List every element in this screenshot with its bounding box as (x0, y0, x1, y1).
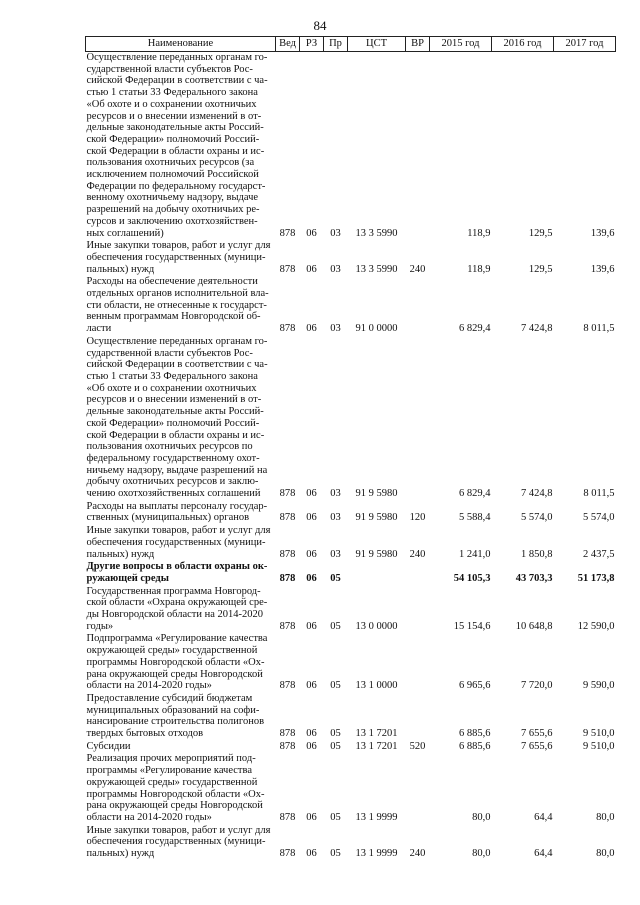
cell-pr: 05 (330, 572, 341, 584)
column-header-name: Наименование (86, 37, 276, 52)
cell-y2015: 5 588,4 (459, 512, 491, 524)
cell-y2017: 9 510,0 (583, 740, 615, 752)
row-name (86, 276, 276, 336)
row-name-line: ственных (муниципальных) органов (86, 512, 250, 524)
row-name (86, 753, 276, 824)
row-name (86, 336, 276, 501)
row-name-line: сударственной власти субъектов Рос- (86, 347, 253, 359)
row-name-line: отдельных органов исполнительной вла- (86, 288, 269, 300)
row-name-line: пальных) нужд (86, 263, 155, 275)
cell-cst: 13 1 7201 (355, 728, 398, 740)
cell-rz: 06 (306, 263, 317, 275)
row-name-line: программы Новгородской области «Ох- (86, 656, 265, 668)
row-name-line: ных соглашений) (86, 227, 164, 239)
cell-ved: 878 (279, 848, 296, 860)
row-name-line: обеспечения государственных (муници- (86, 536, 266, 548)
cell-vr: 240 (409, 848, 426, 860)
cell-ved: 878 (279, 488, 296, 500)
cell-cst: 13 3 5990 (355, 263, 398, 275)
row-name-line: добычу охотничьих ресурсов и заклю- (86, 476, 259, 488)
cell-y2017: 9 590,0 (583, 680, 615, 692)
table-row (86, 525, 616, 561)
column-header-2016: 2016 год (492, 37, 554, 52)
cell-y2015: 6 829,4 (459, 323, 491, 335)
cell-rz: 06 (306, 548, 317, 560)
cell-y2015: 118,9 (467, 227, 491, 239)
row-name-line: твердых бытовых отходов (86, 728, 204, 740)
row-name-line: муниципальных образований на софи- (86, 704, 260, 716)
row-name-line: чению охотхозяйственных соглашений (86, 488, 261, 500)
cell-rz: 06 (306, 680, 317, 692)
cell-vr (406, 276, 430, 336)
cell-y2017: 51 173,8 (577, 572, 615, 584)
row-name-line: области на 2014-2020 годы» (86, 812, 212, 823)
row-name (86, 525, 276, 561)
cell-y2016: 10 648,8 (515, 620, 553, 632)
row-name-line: венному охотничьему надзору, выдаче (86, 192, 259, 204)
table-row (86, 336, 616, 501)
row-name-line: Иные закупки товаров, работ и услуг для (86, 525, 271, 537)
cell-y2016: 7 655,6 (521, 728, 553, 740)
table-header-row (86, 37, 616, 52)
cell-y2017: 9 510,0 (583, 728, 615, 740)
cell-cst: 13 1 0000 (355, 680, 398, 692)
table-row (86, 825, 616, 861)
row-name-line: ской Федерации» полномочий Россий- (86, 417, 260, 429)
cell-rz: 06 (306, 512, 317, 524)
cell-y2016: 43 703,3 (515, 572, 553, 584)
cell-pr: 05 (330, 680, 341, 692)
row-name (86, 693, 276, 741)
row-name-line: ласти (86, 323, 112, 335)
cell-y2015: 80,0 (472, 848, 491, 860)
cell-y2017: 8 011,5 (583, 488, 615, 500)
row-name-line: Федерации по федеральному государст- (86, 180, 266, 192)
cell-vr (406, 336, 430, 501)
cell-y2017: 139,6 (590, 263, 615, 275)
row-name-line: ресурсов и о внесении изменений в от- (86, 394, 262, 406)
table-row (86, 586, 616, 634)
cell-rz: 06 (306, 572, 317, 584)
row-name (86, 825, 276, 861)
cell-y2016: 64,4 (534, 812, 553, 823)
row-name-line: ской Федерации в области охраны и ис- (86, 145, 265, 157)
cell-y2016: 7 655,6 (521, 740, 553, 752)
row-name (86, 561, 276, 585)
cell-y2016: 129,5 (528, 263, 553, 275)
row-name-line: венным программам Новгородской об- (86, 311, 261, 323)
cell-y2016: 5 574,0 (521, 512, 553, 524)
cell-cst: 13 1 9999 (355, 812, 398, 823)
row-name-line: программы «Регулирование качества (86, 765, 252, 777)
row-name-line: сти области, не отнесенные к государст- (86, 299, 267, 311)
budget-table (85, 36, 616, 861)
row-name-line: годы» (86, 620, 114, 632)
table-row (86, 240, 616, 276)
cell-y2017: 2 437,5 (583, 548, 615, 560)
cell-y2017: 139,6 (590, 227, 615, 239)
table-row (86, 693, 616, 741)
cell-y2015: 15 154,6 (453, 620, 491, 632)
cell-y2015: 6 885,6 (459, 740, 491, 752)
cell-pr: 05 (330, 812, 341, 823)
cell-vr: 240 (409, 548, 426, 560)
row-name-line: программы Новгородской области «Ох- (86, 788, 265, 800)
row-name-line: Расходы на обеспечение деятельности (86, 276, 258, 288)
cell-ved: 878 (279, 620, 296, 632)
cell-rz: 06 (306, 740, 317, 752)
column-header-2015: 2015 год (430, 37, 492, 52)
cell-y2017: 8 011,5 (583, 323, 615, 335)
row-name-line: Государственная программа Новгород- (86, 585, 261, 597)
cell-ved: 878 (279, 323, 296, 335)
row-name (86, 586, 276, 634)
column-header-cst: ЦСТ (348, 37, 406, 52)
cell-pr: 05 (330, 620, 341, 632)
row-name-line: пользования охотничьих ресурсов (за (86, 157, 255, 169)
cell-y2017: 80,0 (596, 848, 615, 860)
cell-cst: 91 9 5980 (355, 488, 398, 500)
cell-pr: 05 (330, 740, 341, 752)
row-name-line: окружающей среды» государственной (86, 776, 258, 788)
cell-vr (406, 52, 430, 241)
row-name-line: Субсидии (86, 740, 131, 752)
column-header-rz: РЗ (300, 37, 324, 52)
row-name (86, 52, 276, 241)
cell-ved: 878 (279, 512, 296, 524)
table-row (86, 561, 616, 585)
cell-y2015: 118,9 (467, 263, 491, 275)
cell-rz: 06 (306, 812, 317, 823)
cell-cst: 91 9 5980 (355, 548, 398, 560)
cell-pr: 05 (330, 728, 341, 740)
cell-cst: 13 0 0000 (355, 620, 398, 632)
row-name (86, 240, 276, 276)
cell-y2015: 6 885,6 (459, 728, 491, 740)
cell-pr: 03 (330, 263, 341, 275)
row-name-line: ской Федерации в области охраны и ис- (86, 429, 265, 441)
cell-vr: 520 (409, 740, 426, 752)
row-name-line: дельные законодательные акты Россий- (86, 406, 264, 418)
column-header-pr: Пр (324, 37, 348, 52)
page-number: 84 (313, 18, 327, 33)
row-name-line: федеральному государственному охот- (86, 452, 260, 464)
cell-vr (406, 693, 430, 741)
column-header-vr: ВР (406, 37, 430, 52)
cell-y2015: 6 965,6 (459, 680, 491, 692)
cell-y2017: 12 590,0 (577, 620, 615, 632)
cell-rz: 06 (306, 488, 317, 500)
row-name-line: Иные закупки товаров, работ и услуг для (86, 240, 271, 252)
row-name-line: ды Новгородской области на 2014-2020 (86, 609, 263, 621)
cell-rz: 06 (306, 227, 317, 239)
row-name-line: рана окружающей среды Новгородской (86, 668, 263, 680)
cell-y2017: 5 574,0 (583, 512, 615, 524)
row-name-line: области на 2014-2020 годы» (86, 680, 212, 692)
cell-ved: 878 (279, 263, 296, 275)
table-row (86, 52, 616, 241)
row-name-line: обеспечения государственных (муници- (86, 251, 266, 263)
row-name-line: Расходы на выплаты персоналу государ- (86, 500, 268, 512)
cell-ved: 878 (279, 227, 296, 239)
cell-vr (406, 633, 430, 693)
row-name-line: Предоставление субсидий бюджетам (86, 692, 253, 704)
cell-y2016: 1 850,8 (521, 548, 553, 560)
cell-pr: 03 (330, 323, 341, 335)
row-name-line: ской области «Охрана окружающей сре- (86, 597, 268, 609)
row-name-line: сийской Федерации в соответствии с ча- (86, 359, 268, 371)
cell-ved: 878 (279, 740, 296, 752)
table-row (86, 753, 616, 824)
cell-y2016: 7 424,8 (521, 323, 553, 335)
cell-vr (406, 586, 430, 634)
cell-pr: 05 (330, 848, 341, 860)
row-name-line: рана окружающей среды Новгородской (86, 800, 263, 812)
row-name-line: дельные законодательные акты Россий- (86, 122, 264, 134)
cell-cst: 13 1 9999 (355, 848, 398, 860)
table-row (86, 276, 616, 336)
row-name-line: разрешений на добычу охотничьих ре- (86, 204, 260, 216)
cell-vr (406, 753, 430, 824)
cell-rz: 06 (306, 620, 317, 632)
row-name-line: исключением полномочий Российской (86, 169, 259, 181)
cell-vr (406, 561, 430, 585)
row-name-line: ружающей среды (86, 572, 169, 584)
cell-pr: 03 (330, 548, 341, 560)
cell-y2015: 1 241,0 (459, 548, 491, 560)
cell-vr: 120 (409, 512, 426, 524)
table-row (86, 741, 616, 754)
cell-rz: 06 (306, 728, 317, 740)
cell-y2015: 6 829,4 (459, 488, 491, 500)
cell-ved: 878 (279, 680, 296, 692)
cell-cst: 13 3 5990 (355, 227, 398, 239)
cell-ved: 878 (279, 548, 296, 560)
row-name (86, 633, 276, 693)
row-name-line: «Об охоте и о сохранении охотничьих (86, 98, 257, 110)
row-name-line: Осуществление переданных органам го- (86, 335, 268, 347)
cell-rz: 06 (306, 848, 317, 860)
cell-y2015: 80,0 (472, 812, 491, 823)
row-name-line: стью 1 статьи 33 Федерального закона (86, 370, 258, 382)
cell-pr: 03 (330, 227, 341, 239)
row-name-line: сударственной власти субъектов Рос- (86, 63, 253, 75)
row-name-line: нансирование строительства полигонов (86, 716, 265, 728)
cell-y2017: 80,0 (596, 812, 615, 823)
cell-y2015: 54 105,3 (453, 572, 491, 584)
row-name-line: окружающей среды» государственной (86, 645, 258, 657)
cell-ved: 878 (279, 812, 296, 823)
row-name-line: пальных) нужд (86, 548, 155, 560)
row-name-line: сийской Федерации в соответствии с ча- (86, 75, 268, 87)
row-name-line: ресурсов и о внесении изменений в от- (86, 110, 262, 122)
cell-pr: 03 (330, 512, 341, 524)
cell-y2016: 7 424,8 (521, 488, 553, 500)
cell-cst (348, 561, 406, 585)
row-name (86, 501, 276, 525)
table-row (86, 633, 616, 693)
cell-y2016: 64,4 (534, 848, 553, 860)
row-name-line: ской Федерации» полномочий Россий- (86, 133, 260, 145)
row-name-line: Реализация прочих мероприятий под- (86, 753, 256, 765)
row-name-line: обеспечения государственных (муници- (86, 836, 266, 848)
table-row (86, 501, 616, 525)
cell-vr: 240 (409, 263, 426, 275)
cell-y2016: 129,5 (528, 227, 553, 239)
row-name (86, 741, 276, 754)
cell-ved: 878 (279, 728, 296, 740)
row-name-line: сурсов и заключению охотхозяйствен- (86, 215, 258, 227)
cell-y2016: 7 720,0 (521, 680, 553, 692)
row-name-line: пользования охотничьих ресурсов по (86, 441, 253, 453)
cell-rz: 06 (306, 323, 317, 335)
row-name-line: Другие вопросы в области охраны ок- (86, 561, 268, 573)
row-name-line: стью 1 статьи 33 Федерального закона (86, 87, 258, 99)
row-name-line: Подпрограмма «Регулирование качества (86, 633, 268, 645)
cell-cst: 91 0 0000 (355, 323, 398, 335)
cell-cst: 91 9 5980 (355, 512, 398, 524)
row-name-line: Иные закупки товаров, работ и услуг для (86, 824, 271, 836)
table-body (86, 52, 616, 861)
row-name-line: ничьему надзору, выдаче разрешений на (86, 464, 268, 476)
row-name-line: пальных) нужд (86, 848, 155, 860)
row-name-line: «Об охоте и о сохранении охотничьих (86, 382, 257, 394)
column-header-2017: 2017 год (554, 37, 616, 52)
cell-pr: 03 (330, 488, 341, 500)
cell-ved: 878 (279, 572, 296, 584)
column-header-ved: Вед (276, 37, 300, 52)
cell-cst: 13 1 7201 (355, 740, 398, 752)
row-name-line: Осуществление переданных органам го- (86, 52, 268, 63)
